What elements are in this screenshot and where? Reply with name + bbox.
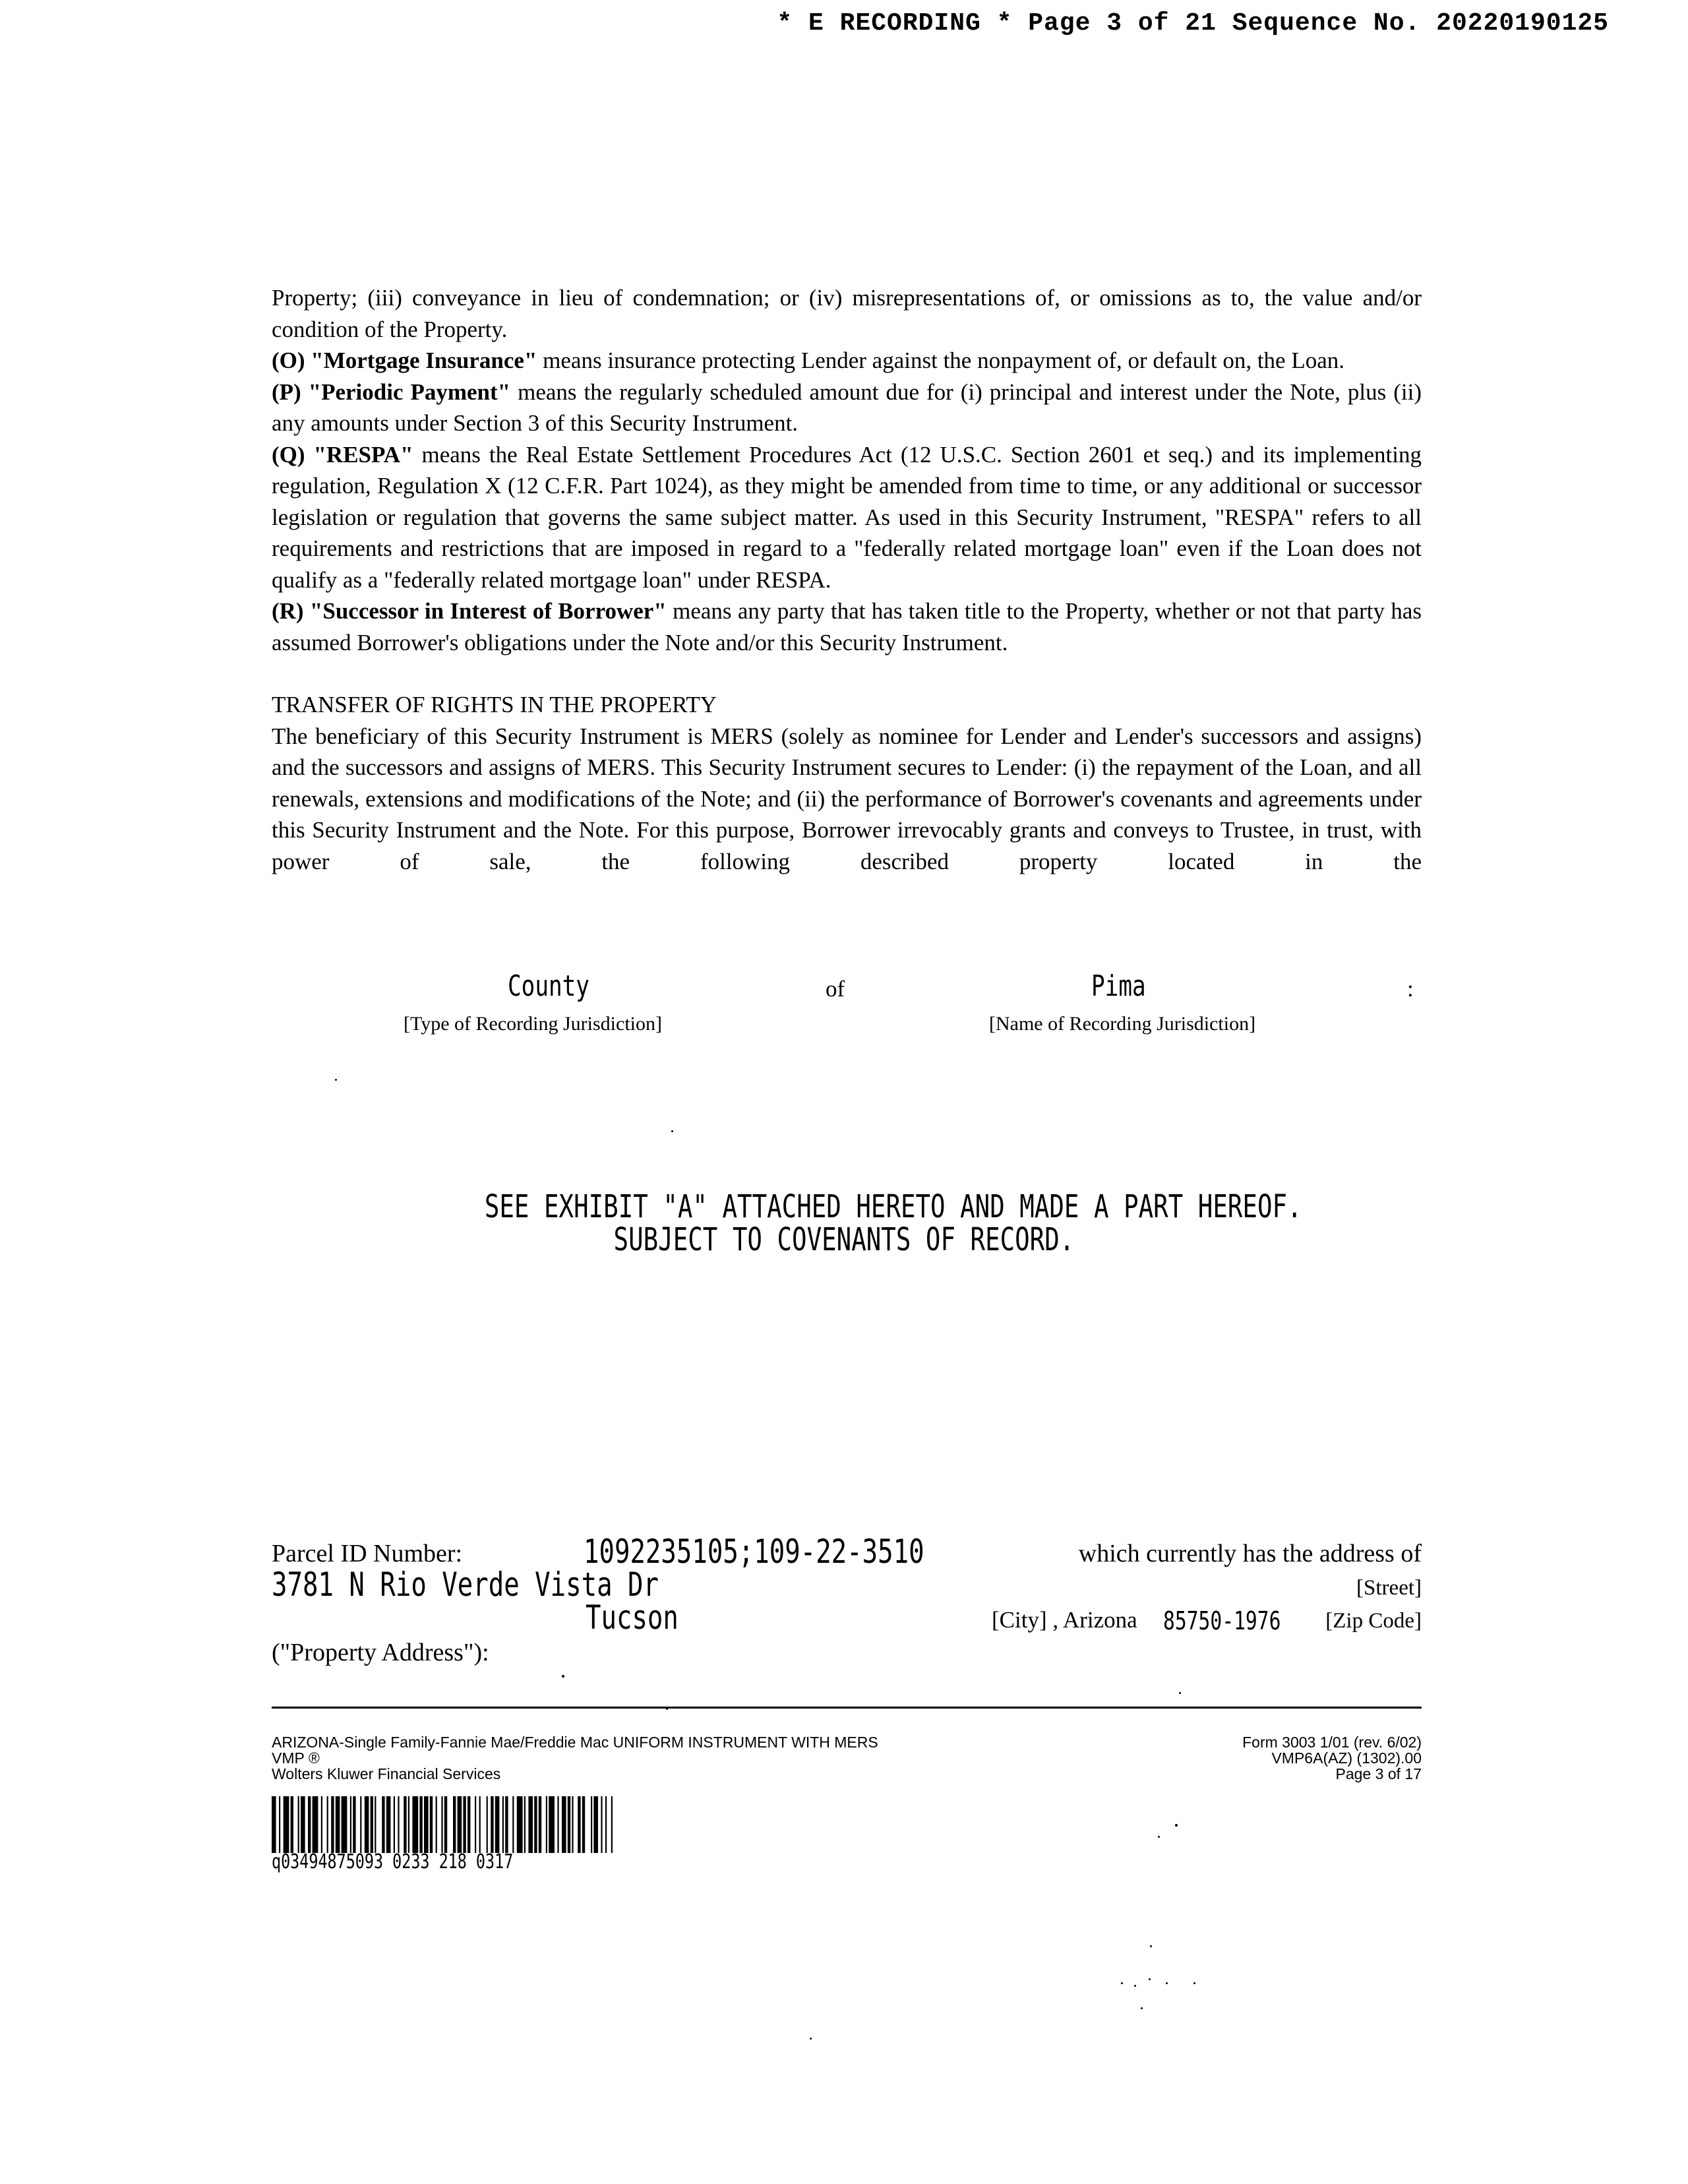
jurisdiction-of-word: of <box>826 976 845 1002</box>
definition-term: (P) "Periodic Payment" <box>272 379 511 405</box>
footer-vmp: VMP ® <box>272 1749 320 1767</box>
definition-mortgage-insurance <box>272 345 1422 377</box>
jurisdiction-name-value: Pima <box>1091 969 1146 1003</box>
footer-form-title: ARIZONA-Single Family-Fannie Mae/Freddie Mac UNIFORM INSTRUMENT WITH MERS <box>272 1734 878 1751</box>
property-address-label: ("Property Address"): <box>272 1639 489 1666</box>
jurisdiction-type-caption: [Type of Recording Jurisdiction] <box>404 1013 662 1035</box>
barcode-number: q03494875093 0233 218 0317 <box>272 1850 514 1873</box>
barcode-image <box>272 1796 723 1853</box>
footer-form-revision: Form 3003 1/01 (rev. 6/02) <box>1242 1734 1422 1751</box>
definition-text: means any party that has taken title to the Property, whether or not that party has assumed Borrower's obligations under the Note and/or this Security Instrument. <box>272 598 1422 655</box>
footer-vmp-code: VMP6A(AZ) (1302).00 <box>1271 1749 1422 1767</box>
definition-term: (O) "Mortgage Insurance" <box>272 348 537 373</box>
paragraph-spacer <box>272 658 1422 689</box>
address-of-label: which currently has the address of <box>1078 1540 1422 1567</box>
footer-form-number <box>1242 1734 1422 1782</box>
exhibit-line-1-container <box>369 1188 1319 1225</box>
zip-tag: [Zip Code] <box>1325 1609 1422 1633</box>
city-value: Tucson <box>586 1598 678 1637</box>
footer-publisher: Wolters Kluwer Financial Services <box>272 1765 501 1782</box>
section-heading-transfer-of-rights: TRANSFER OF RIGHTS IN THE PROPERTY <box>272 692 717 717</box>
parcel-id-label: Parcel ID Number: <box>272 1540 463 1567</box>
definition-periodic-payment <box>272 377 1422 439</box>
parcel-id-value: 1092235105;109-22-3510 <box>584 1532 924 1571</box>
definition-term: (R) "Successor in Interest of Borrower" <box>272 598 667 624</box>
street-value: 3781 N Rio Verde Vista Dr <box>272 1565 659 1604</box>
city-state-tag: [City] , Arizona <box>992 1607 1137 1633</box>
paragraph-property-continuation <box>272 282 1422 345</box>
jurisdiction-colon: : <box>1407 976 1414 1002</box>
definition-text: means insurance protecting Lender against the nonpayment of, or default on, the Loan. <box>537 348 1344 373</box>
zip-value: 85750-1976 <box>1163 1606 1281 1635</box>
definition-text: means the Real Estate Settlement Procedures Act (12 U.S.C. Section 2601 et seq.) and its implementing regulation, Regulation X (12 C.F.R. Part 1024), as they might be amended from time to time, or any additional or successor legislation or regulation that governs the same subject matter. As used in this Security Instrument, "RESPA" refers to all requirements and restrictions that are imposed in regard to a "federally related mortgage loan" even if the Loan does not qualify as a "federally related mortgage loan" under RESPA. <box>272 441 1422 593</box>
jurisdiction-name-caption: [Name of Recording Jurisdiction] <box>989 1013 1256 1035</box>
exhibit-line-2-container <box>369 1221 1319 1258</box>
footer-divider <box>272 1707 1422 1709</box>
definition-term: (Q) "RESPA" <box>272 441 413 468</box>
paragraph-text: Property; (iii) conveyance in lieu of condemnation; or (iv) misrepresentations of, or omissions as to, the value and/or condition of the Property. <box>272 285 1422 342</box>
footer-form-info <box>272 1734 878 1782</box>
definition-text: means the regularly scheduled amount due for (i) principal and interest under the Note, plus (ii) any amounts under Section 3 of this Security Instrument. <box>272 379 1422 436</box>
street-tag: [Street] <box>1356 1576 1422 1600</box>
covenants-line: SUBJECT TO COVENANTS OF RECORD. <box>613 1221 1075 1258</box>
exhibit-reference-line: SEE EXHIBIT "A" ATTACHED HERETO AND MADE A PART HEREOF. <box>484 1188 1302 1225</box>
jurisdiction-type-value: County <box>508 969 589 1003</box>
document-body <box>272 282 1422 877</box>
footer-page-number: Page 3 of 17 <box>1335 1765 1422 1782</box>
definition-successor-in-interest <box>272 595 1422 658</box>
recording-header: * E RECORDING * Page 3 of 21 Sequence No. 20220190125 <box>777 9 1609 38</box>
definition-respa <box>272 439 1422 596</box>
paragraph-transfer-of-rights: The beneficiary of this Security Instrument is MERS (solely as nominee for Lender and Lender's successors and assigns) and the successors and assigns of MERS. This Security Instrument secures to Lender: (i) the repayment of the Loan, and all renewals, extensions and modifications of the Note; and (ii) the performance of Borrower's covenants and agreements under this Security Instrument and the Note. For this purpose, Borrower irrevocably grants and conveys to Trustee, in trust, with power of sale, the following described property located in the <box>272 723 1422 874</box>
